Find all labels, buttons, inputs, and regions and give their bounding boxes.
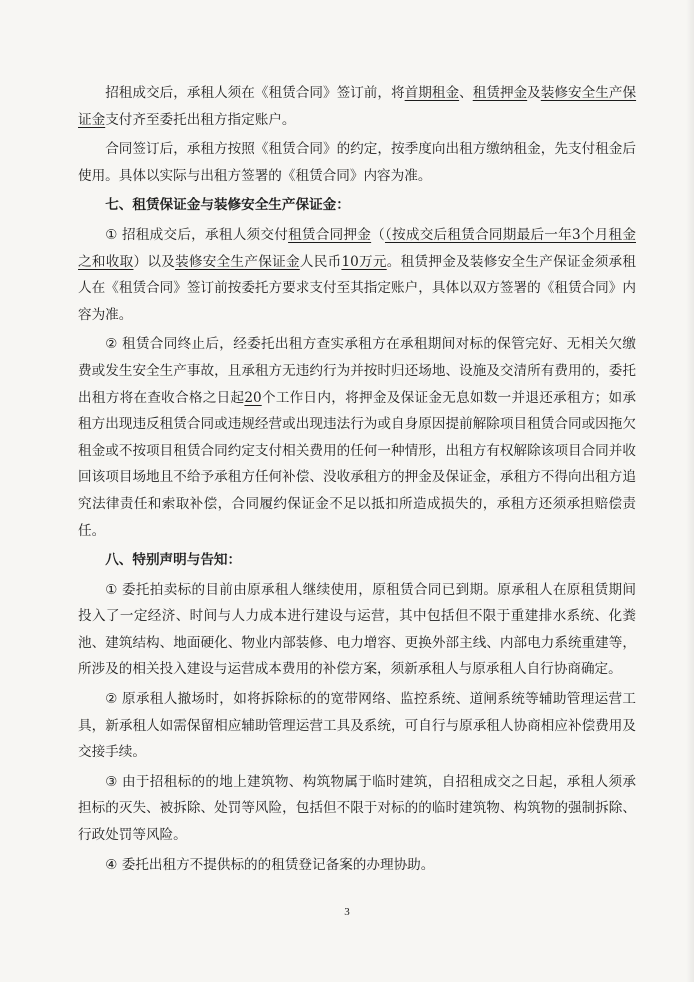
paragraph-8-4: ④ 委托出租方不提供标的的租赁登记备案的办理协助。: [78, 852, 636, 879]
underlined-contract-deposit: 租赁合同押金: [288, 226, 372, 243]
underlined-working-days: 20: [244, 389, 262, 406]
item-number: ②: [105, 691, 118, 708]
paragraph-7-1: ① 招租成交后，承租人须交付租赁合同押金（（按成交后租赁合同期最后一年3个月租金之和收取）以及装修安全生产保证金人民币10万元。租赁押金及装修安全生产保证金须承租人在《租赁合同》签订前按委托方要求支付至其指定账户，具体以双方签署的《租赁合同》内容为准。: [78, 222, 636, 328]
section-heading-7: 七、租赁保证金与装修安全生产保证金：: [105, 197, 350, 214]
paragraph-8-3: ③ 由于招租标的的地上建筑物、构筑物属于临时建筑，自招租成交之日起，承租人须承担标的灭失、被拆除、处罚等风险，包括但不限于对标的的临时建筑物、构筑物的强制拆除、行政处罚等风险。: [78, 769, 636, 849]
underlined-safety-deposit: 装修安全生产保证金: [175, 253, 300, 270]
item-number: ③: [105, 773, 118, 790]
section-heading-8: 八、特别声明与告知：: [105, 552, 242, 569]
document-body: [78, 80, 636, 881]
scan-edge-shadow: [686, 0, 694, 982]
item-number: ①: [105, 581, 118, 598]
item-number: ②: [105, 336, 118, 353]
paragraph-8-1: ① 委托拍卖标的目前由原承租人继续使用，原租赁合同已到期。原承租人在原租赁期间投入了一定经济、时间与人力成本进行建设与运营，其中包括但不限于重建排水系统、化粪池、建筑结构、地面硬化、物业内部装修、电力增容、更换外部主线、内部电力系统重建等，所涉及的相关投入建设与运营成本费用的补偿方案，须新承租人与原承租人自行协商确定。: [78, 577, 636, 683]
paragraph-7-2: ② 租赁合同终止后，经委托出租方查实承租方在承租期间对标的保管完好、无相关欠缴费或发生安全生产事故，且承租方无违约行为并按时归还场地、设施及交清所有费用的，委托出租方将在查收合格之日起20个工作日内，将押金及保证金无息如数一并退还承租方；如承租方出现违反租赁合同或违规经营或出现违法行为或自身原因提前解除项目租赁合同或因拖欠租金或不按项目租赁合同约定支付相关费用的任何一种情形，出租方有权解除该项目合同并收回该项目场地且不给予承租方任何补偿、没收承租方的押金及保证金，承租方不得向出租方追究法律责任和索取补偿，合同履约保证金不足以抵扣所造成损失的，承租方还须承担赔偿责任。: [78, 331, 636, 544]
paragraph-quarterly-rent: 合同签订后，承租方按照《租赁合同》的约定，按季度向出租方缴纳租金，先支付租金后使用。具体以实际与出租方签署的《租赁合同》内容为准。: [78, 141, 636, 184]
underlined-amount: 10万元: [341, 253, 387, 270]
paragraph-payment-before-contract: 招租成交后，承租人须在《租赁合同》签订前，将首期租金、租赁押金及装修安全生产保证金支付齐至委托出租方指定账户。: [78, 85, 637, 128]
page-number: 3: [344, 906, 350, 918]
item-number: ①: [105, 226, 118, 243]
paragraph-8-2: ② 原承租人撤场时，如将拆除标的的宽带网络、监控系统、道闸系统等辅助管理运营工具，新承租人如需保留相应辅助管理运营工具及系统，可自行与原承租人协商相应补偿费用及交接手续。: [78, 686, 636, 766]
underlined-first-rent: 首期租金: [404, 85, 460, 101]
item-number: ④: [105, 856, 118, 873]
underlined-deposit-rule: （按成交后租赁合同期最后一年3个月租金之和收取: [78, 226, 636, 270]
underlined-rental-deposit: 租赁押金: [472, 85, 528, 101]
underlined-renovation-safety-deposit: 装修安全生产保证金: [78, 85, 637, 128]
